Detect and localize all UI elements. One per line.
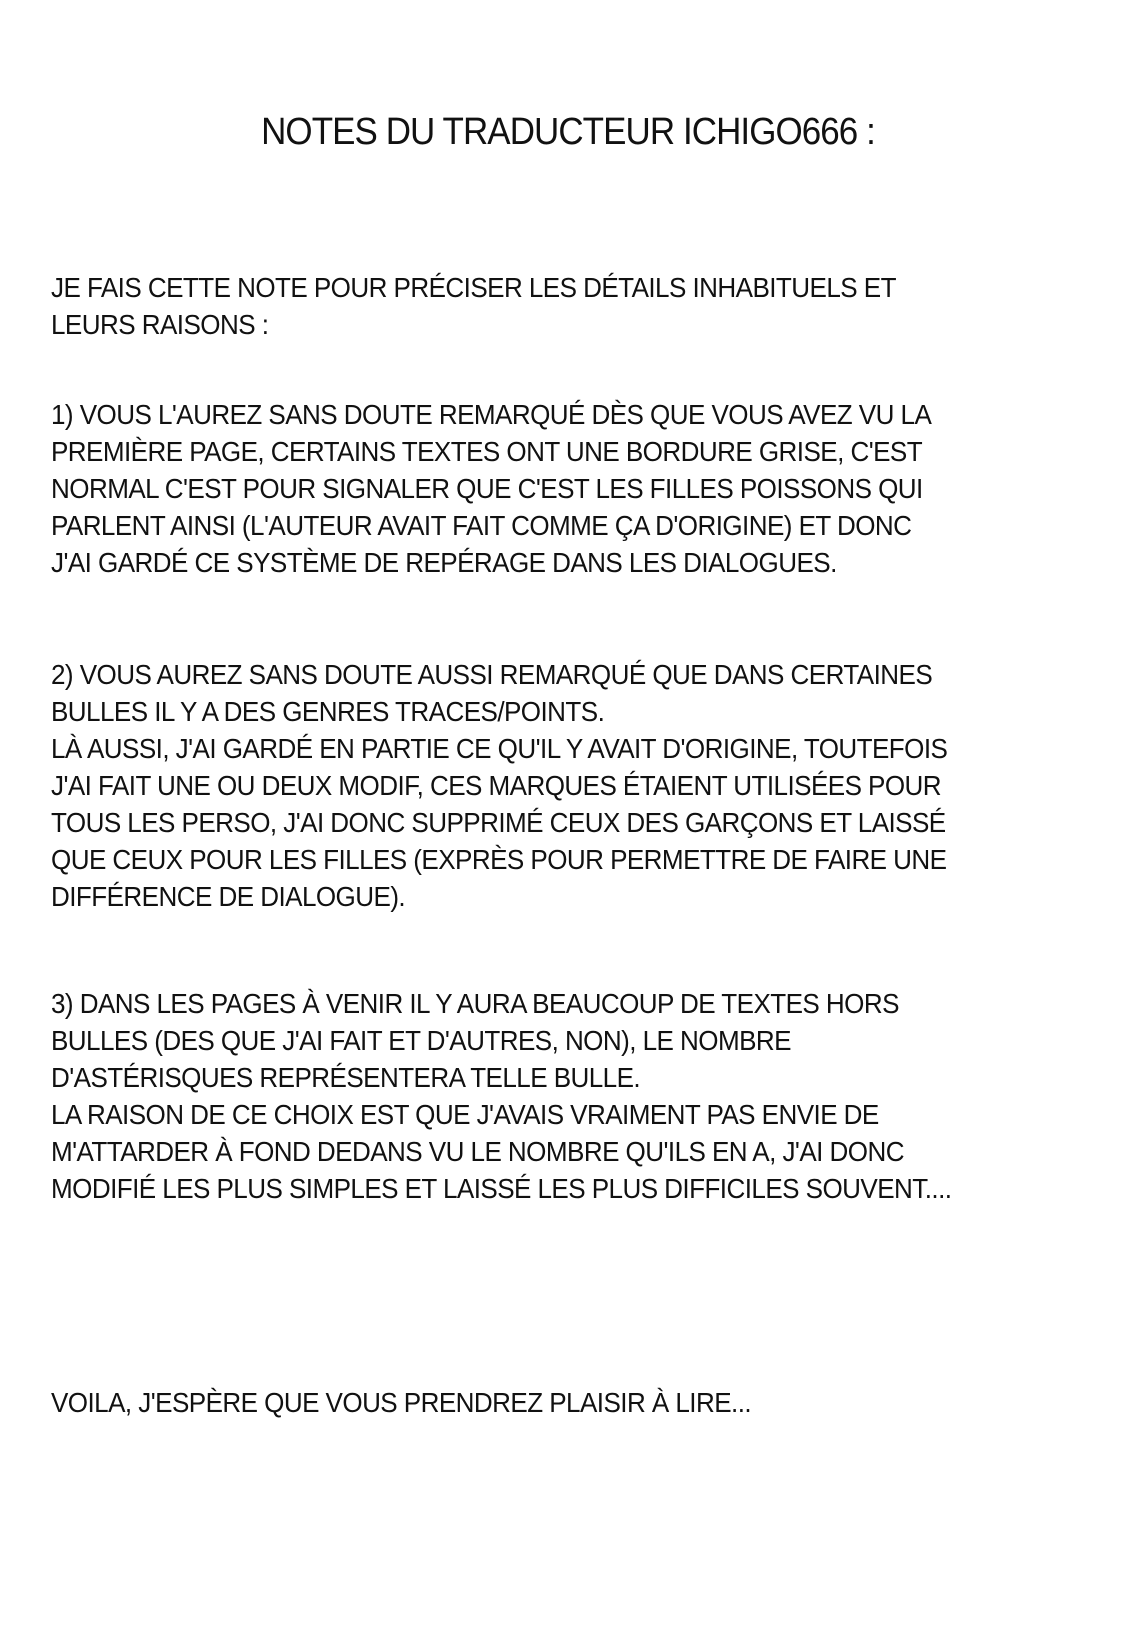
closing-line: VOILA, J'ESPÈRE QUE VOUS PRENDREZ PLAISIR À LIRE... [51,1387,752,1418]
note-3-line: M'ATTARDER À FOND DEDANS VU LE NOMBRE QU'ILS EN A, J'AI DONC [51,1136,904,1167]
intro-line: LEURS RAISONS : [51,309,269,340]
note-3-line: LA RAISON DE CE CHOIX EST QUE J'AVAIS VRAIMENT PAS ENVIE DE [51,1099,879,1130]
note-1-line: PARLENT AINSI (L'AUTEUR AVAIT FAIT COMME ÇA D'ORIGINE) ET DONC [51,510,912,541]
note-2-line: LÀ AUSSI, J'AI GARDÉ EN PARTIE CE QU'IL Y AVAIT D'ORIGINE, TOUTEFOIS [51,733,948,764]
note-2-line: DIFFÉRENCE DE DIALOGUE). [51,881,406,912]
note-1-line: PREMIÈRE PAGE, CERTAINS TEXTES ONT UNE BORDURE GRISE, C'EST [51,436,923,467]
note-2-line: 2) VOUS AUREZ SANS DOUTE AUSSI REMARQUÉ QUE DANS CERTAINES [51,659,933,690]
note-3-line: 3) DANS LES PAGES À VENIR IL Y AURA BEAUCOUP DE TEXTES HORS [51,988,899,1019]
note-1-line: 1) VOUS L'AUREZ SANS DOUTE REMARQUÉ DÈS QUE VOUS AVEZ VU LA [51,399,932,430]
note-1-line: J'AI GARDÉ CE SYSTÈME DE REPÉRAGE DANS LES DIALOGUES. [51,547,837,578]
note-2-line: BULLES IL Y A DES GENRES TRACES/POINTS. [51,696,605,727]
note-2-line: TOUS LES PERSO, J'AI DONC SUPPRIMÉ CEUX DES GARÇONS ET LAISSÉ [51,807,946,838]
note-1-paragraph [51,396,1091,581]
note-2-paragraph [51,656,1091,915]
note-3-paragraph [51,985,1091,1207]
intro-paragraph [51,269,1091,343]
closing-paragraph [51,1384,1091,1421]
note-3-line: MODIFIÉ LES PLUS SIMPLES ET LAISSÉ LES PLUS DIFFICILES SOUVENT.... [51,1173,952,1204]
note-3-line: D'ASTÉRISQUES REPRÉSENTERA TELLE BULLE. [51,1062,641,1093]
note-2-line: J'AI FAIT UNE OU DEUX MODIF, CES MARQUES ÉTAIENT UTILISÉES POUR [51,770,942,801]
intro-line: JE FAIS CETTE NOTE POUR PRÉCISER LES DÉTAILS INHABITUELS ET [51,272,896,303]
note-1-line: NORMAL C'EST POUR SIGNALER QUE C'EST LES FILLES POISSONS QUI [51,473,923,504]
note-2-line: QUE CEUX POUR LES FILLES (EXPRÈS POUR PERMETTRE DE FAIRE UNE [51,844,947,875]
page-title: NOTES DU TRADUCTEUR ICHIGO666 : [261,111,875,153]
note-3-line: BULLES (DES QUE J'AI FAIT ET D'AUTRES, NON), LE NOMBRE [51,1025,791,1056]
